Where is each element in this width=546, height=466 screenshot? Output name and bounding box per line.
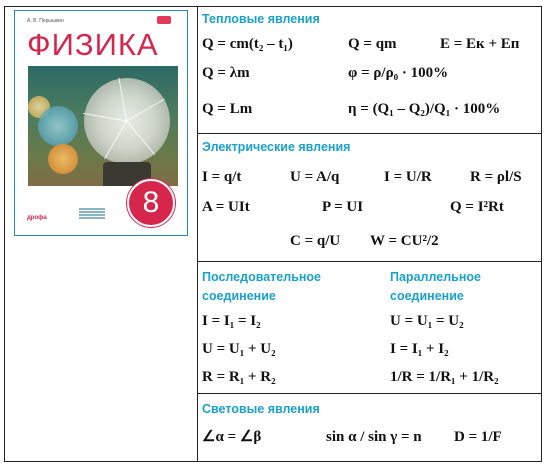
section-heading-series: Последовательное bbox=[202, 270, 322, 284]
formula-optical-power bbox=[454, 428, 502, 446]
formula-text: R = ρl/S bbox=[470, 169, 522, 185]
formula-text: R = R₁ + R₂ bbox=[202, 369, 276, 385]
formula-reflection bbox=[202, 428, 261, 446]
formula-current bbox=[202, 168, 241, 186]
cover-grade-badge: 8 bbox=[127, 179, 175, 227]
formula-capacitance bbox=[290, 232, 340, 250]
formula-text: C = q/U bbox=[290, 233, 341, 249]
cover-photo-lens bbox=[38, 106, 78, 146]
textbook-cover bbox=[14, 10, 188, 236]
formula-text: Q = Lm bbox=[202, 101, 253, 117]
formula-parallel-voltage bbox=[390, 312, 464, 330]
cover-badge bbox=[157, 16, 171, 24]
formula-humidity bbox=[348, 64, 448, 82]
formula-text: η = (Q₁ – Q₂)/Q₁ · 100% bbox=[348, 101, 501, 117]
formula-text: I = I₁ + I₂ bbox=[390, 341, 449, 357]
formula-text: ∠α = ∠β bbox=[202, 429, 262, 445]
formula-text: U = A/q bbox=[290, 169, 340, 185]
formula-ohms-law bbox=[384, 168, 432, 186]
cover-series-logo bbox=[79, 207, 105, 221]
row-divider-3 bbox=[197, 393, 541, 394]
section-heading-thermal: Тепловые явления bbox=[202, 12, 320, 26]
formula-heat-capacity bbox=[202, 35, 293, 53]
cover-author: А. В. Перышкин bbox=[27, 18, 64, 24]
formula-parallel-current bbox=[390, 340, 449, 358]
formula-text: I = q/t bbox=[202, 169, 242, 185]
formula-text: Q = cm(t₂ – t₁) bbox=[202, 36, 293, 52]
formula-text: φ = ρ/ρ₀ · 100% bbox=[348, 65, 449, 81]
formula-power bbox=[322, 198, 363, 216]
formula-text: Q = I²Rt bbox=[450, 199, 504, 215]
formula-text: U = U₁ = U₂ bbox=[390, 313, 464, 329]
formula-resistance bbox=[470, 168, 522, 186]
formula-text: D = 1/F bbox=[454, 429, 502, 445]
section-heading-electric: Электрические явления bbox=[202, 140, 351, 154]
formula-text: 1/R = 1/R₁ + 1/R₂ bbox=[390, 369, 499, 385]
formula-series-resistance bbox=[202, 368, 276, 386]
section-heading-parallel-2: соединение bbox=[390, 289, 464, 303]
formula-efficiency bbox=[348, 100, 500, 118]
cover-photo-lamp bbox=[48, 144, 78, 174]
formula-text: Q = λm bbox=[202, 65, 250, 81]
formula-parallel-resistance bbox=[390, 368, 499, 386]
formula-melting bbox=[202, 64, 250, 82]
formula-text: I = I₁ = I₂ bbox=[202, 313, 261, 329]
formula-text: I = U/R bbox=[384, 169, 432, 185]
formula-vaporization bbox=[202, 100, 252, 118]
formula-text: W = CU²/2 bbox=[370, 233, 439, 249]
formula-text: A = UIt bbox=[202, 199, 250, 215]
row-divider-2 bbox=[197, 261, 541, 262]
formula-text: P = UI bbox=[322, 199, 364, 215]
formula-work bbox=[202, 198, 250, 216]
formula-text: U = U₁ + U₂ bbox=[202, 341, 276, 357]
formula-text: E = Eк + Eп bbox=[440, 36, 520, 52]
formula-combustion bbox=[348, 35, 397, 53]
row-divider-1 bbox=[197, 133, 541, 134]
formula-text: Q = qm bbox=[348, 36, 397, 52]
formula-joule-lenz bbox=[450, 198, 504, 216]
formula-series-current bbox=[202, 312, 261, 330]
formula-text: sin α / sin γ = n bbox=[326, 429, 422, 445]
formula-energy bbox=[440, 35, 519, 53]
section-heading-light: Световые явления bbox=[202, 402, 320, 416]
formula-voltage bbox=[290, 168, 339, 186]
cover-publisher-logo: дрофа bbox=[27, 215, 47, 221]
formula-capacitor-energy bbox=[370, 232, 439, 250]
cover-title: ФИЗИКА bbox=[27, 27, 159, 62]
cover-photo bbox=[28, 66, 178, 186]
formula-refraction bbox=[326, 428, 422, 446]
section-heading-parallel: Параллельное bbox=[390, 270, 481, 284]
formula-series-voltage bbox=[202, 340, 276, 358]
section-heading-series-2: соединение bbox=[202, 289, 276, 303]
